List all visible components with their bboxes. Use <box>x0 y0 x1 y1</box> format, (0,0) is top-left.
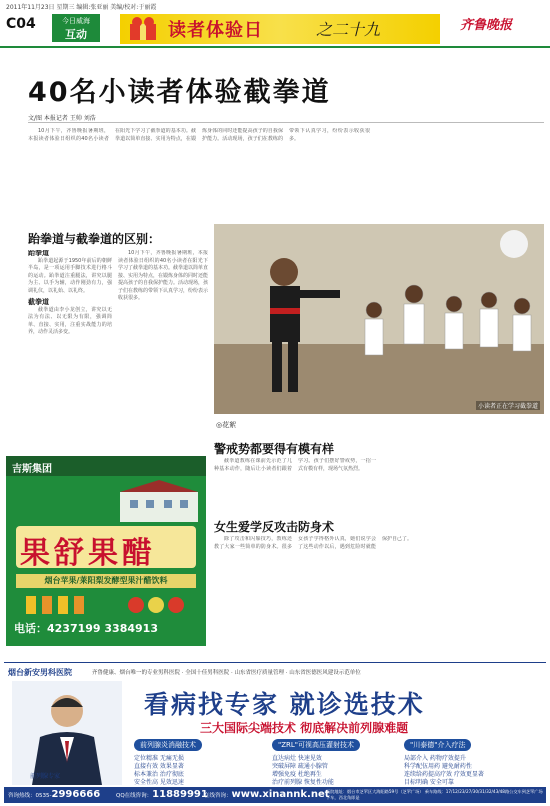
ad-phone-line <box>14 620 158 636</box>
page-number: C04 <box>6 16 36 32</box>
tag-item: 全国十佳男科医院 <box>185 670 230 676</box>
issue-info: 2011年11月23日 星期三 编辑:张亚丽 美编/校对:于丽霞 <box>6 4 157 11</box>
tech-item: 目标明确 安全可靠 <box>404 779 454 786</box>
photo-credit: ◎花絮 <box>216 421 237 429</box>
hotline-label: 咨询热线：0535- <box>8 793 52 799</box>
tech-list-2 <box>272 755 402 787</box>
tech-item: 定位精准 无痛无损 <box>134 755 184 762</box>
tech-item: 增强免疫 杜绝再生 <box>272 771 322 778</box>
tag-item: 齐鲁健康、烟台唯一的专业男科医院 <box>92 670 181 676</box>
qq-label: QQ在线咨询： <box>116 793 153 799</box>
article-intro <box>28 128 544 214</box>
intro-paragraph: 10月下午，齐鲁晚报暑期班，本报读者体验日组织的40名小读者在阳光下学习了截拳道的基本功。截拳道以简单直接、实用为特点，在锻炼身体的同时还能提高孩子的自我保护能力。活动现场，孩子们在教练的带领下认真学习，纷纷表示收获很多。 <box>28 128 370 142</box>
hotline-block <box>8 789 100 800</box>
tech-item: 科学配伍用药 避免耐药性 <box>404 763 472 770</box>
martial-arts-photo-illustration <box>214 224 544 414</box>
factory-building-icon <box>116 478 202 524</box>
website-url: www.xinannk.net <box>231 789 330 800</box>
website-label: 在线咨询： <box>204 793 232 799</box>
tag-item: 山东省医疗质量管理 <box>234 670 285 676</box>
difference-text: 10月下午，齐鲁晚报暑期班，本报读者体验日组织的40名小读者在阳光下学习了截拳道的基本功。截拳道以简单直接、实用为特点，在锻炼身体的同时还能提高孩子的自我保护能力。活动现场，孩子们在教练的带领下认真学习，纷纷表示收获很多。 <box>118 250 208 301</box>
tech-title-3: "川泰德"介入疗法 <box>404 739 471 751</box>
qq-block <box>116 789 208 800</box>
tag-item: 山东省医德医风建设示范单位 <box>289 670 361 676</box>
tech-title-1: 前列腺炎消融技术 <box>134 739 202 751</box>
hospital-address: 医院地址：烟台市芝罘区大海阳路59号（芝罘广场） 乘车路线：17/12/23/27/30/31/32/43/48路公交车到芝罘广场下车，西北角即是 <box>326 789 543 800</box>
section-small-label: 今日威海 <box>62 17 90 25</box>
header-rule <box>0 46 550 48</box>
bottles-icon <box>16 592 196 614</box>
banner-number: 之二十九 <box>316 20 381 39</box>
doctor-caption: 前列腺专家 <box>30 773 61 780</box>
tech-list-3 <box>404 755 544 787</box>
stance-text-block <box>214 458 544 516</box>
hospital-tags: 齐鲁健康、烟台唯一的专业男科医院 · 全国十佳男科医院 · 山东省医疗质量管理 · 山东省医德医风建设示范单位 <box>92 670 361 676</box>
section-name: 互动 <box>65 28 87 41</box>
tech-item: 直达病灶 快速见效 <box>272 755 322 762</box>
subheading-selfdefense: 女生爱学反攻击防身术 <box>214 520 335 534</box>
photo-caption: 小读者正在学习截拳道 <box>477 403 538 410</box>
stance-text: 截拳道教练在课前先示范了几种基本动作，随后让小读者们跟着学习。孩子们摆好警戒势，一招一式有模有样，现场气氛热烈。 <box>214 458 376 472</box>
tech-item: 直接有效 效果显著 <box>134 763 184 770</box>
subheading-difference: 跆拳道与截拳道的区别： <box>28 232 161 246</box>
selfdefense-text-block <box>214 536 544 656</box>
tech-title-2: "ZRL"可视高压灌射技术 <box>272 739 360 751</box>
doctor-portrait <box>12 681 122 785</box>
ad-phone-number: 4237199 3384913 <box>47 622 158 635</box>
event-photo <box>214 224 544 414</box>
ad-subhead: 三大国际尖端技术 彻底解决前列腺难题 <box>200 721 409 735</box>
juice-vinegar-ad <box>6 456 206 646</box>
banner-title: 读者体验日 <box>168 20 263 41</box>
website-block <box>204 789 330 800</box>
taekwondo-column <box>28 250 112 450</box>
hotline-number: 2996666 <box>51 789 101 800</box>
tech-item: 连续给药提高疗效 疗效更显著 <box>404 771 484 778</box>
byline: 文/图 本报记者 王帅 刘浩 <box>28 115 96 122</box>
tech-list-1 <box>134 755 264 787</box>
subheading-jeetkunedo: 截拳道 <box>28 298 49 306</box>
taekwondo-text: 跆拳道起源于1950年前后的朝鲜半岛，是一项运用手脚技术进行格斗的运动。跆拳道注重腿法，讲究以腿为主、以手为辅，动作刚劲有力，强调礼仪，以礼始、以礼终。 <box>28 257 112 294</box>
ad-company: 吉斯集团 <box>12 464 52 475</box>
hospital-name: 烟台新安男科医院 <box>8 668 72 677</box>
event-banner <box>120 14 440 44</box>
tech-item: 治疗前列腺 恢复性功能 <box>272 779 334 786</box>
tech-item: 突破屏障 疏通小腺管 <box>272 763 328 770</box>
tech-item: 安全性高 见效迅速 <box>134 779 184 786</box>
ad-product-name: 果舒果醋 <box>20 536 156 571</box>
ad-phone-label: 电话： <box>14 622 47 635</box>
difference-column-2 <box>118 250 208 450</box>
ad-headline: 看病找专家 就诊选技术 <box>144 690 425 719</box>
subheading-stance: 警戒势都要得有模有样 <box>214 442 335 456</box>
jeetkunedo-text: 截拳道由李小龙创立，讲究以无法为有法、以无限为有限，强调简单、直接、实用，注重实战能力的培养，动作灵活多变。 <box>28 306 112 335</box>
newspaper-logo: 齐鲁晚报 <box>460 18 513 33</box>
tech-item: 局部介入 药物疗效提升 <box>404 755 466 762</box>
article-title: 40名小读者体验截拳道 <box>28 77 331 108</box>
qq-number: 11889991 <box>152 789 208 800</box>
divider <box>28 122 544 123</box>
ad-slogan: 烟台苹果/莱阳梨发酵型果汁醋饮料 <box>16 574 196 588</box>
section-label <box>52 14 100 42</box>
hospital-ad <box>4 662 546 803</box>
selfdefense-text: 除了攻击和闪躲技巧，教练还教了大家一些简单的防身术。很多女孩子学得格外认真，她们说学会了这些动作以后，遇到危险时就能保护自己了。 <box>214 536 413 550</box>
tech-item: 标本兼治 治疗彻底 <box>134 771 184 778</box>
gift-box-icon <box>124 16 164 42</box>
subheading-taekwondo: 跆拳道 <box>28 250 49 257</box>
